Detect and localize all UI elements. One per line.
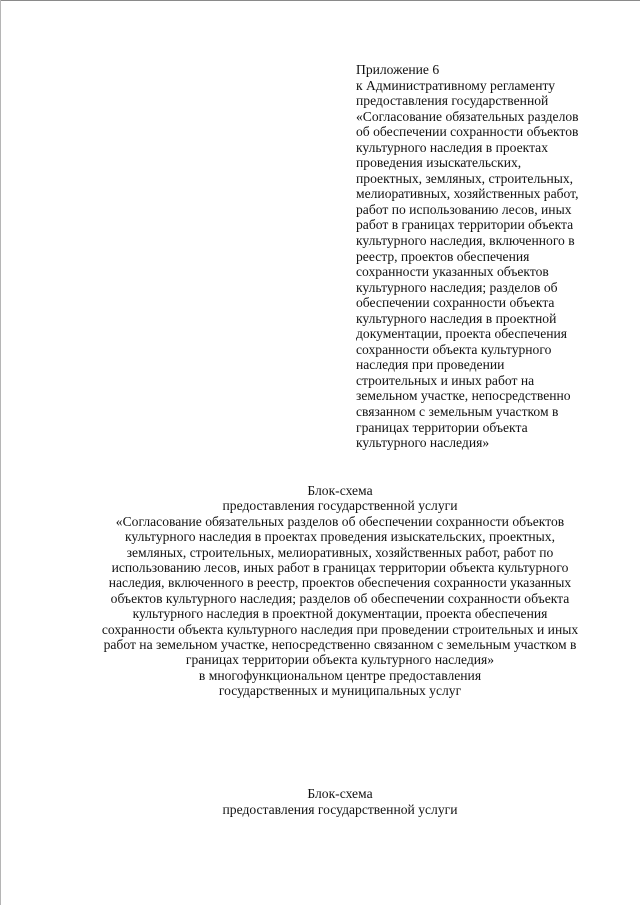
- appendix-header: [356, 62, 616, 451]
- appendix-line: об обеспечении сохранности объектов: [356, 124, 579, 140]
- flowchart-service-name-line: использованию лесов, иных работ в границах территории объекта культурного: [111, 560, 569, 576]
- flowchart-service-name-line: культурного наследия в проектах проведения изыскательских, проектных,: [124, 529, 555, 545]
- appendix-line: сохранности объекта культурного: [356, 341, 552, 357]
- flowchart-service-name-line: границах территории объекта культурного наследия»: [185, 652, 495, 668]
- flowchart-service-name-line: культурного наследия в проектной документации, проекта обеспечения: [132, 606, 548, 622]
- appendix-line: проведения изыскательских,: [356, 155, 522, 171]
- flowchart-title-block-2: [20, 786, 640, 818]
- appendix-line: границах территории объекта: [356, 419, 528, 435]
- appendix-line: связанном с земельным участком в: [356, 404, 559, 420]
- appendix-line: предоставления государственной: [356, 93, 549, 109]
- flowchart-subheading: предоставления государственной услуги: [222, 498, 458, 514]
- scan-edge-left: [0, 0, 1, 905]
- appendix-line: документации, проекта обеспечения: [356, 326, 568, 342]
- appendix-line: обеспечении сохранности объекта: [356, 295, 555, 311]
- flowchart-service-name-line: сохранности объекта культурного наследия при проведении строительных и иных: [101, 621, 579, 637]
- appendix-line: земельном участке, непосредственно: [356, 388, 571, 404]
- flowchart-title-block: [40, 483, 640, 699]
- appendix-line: строительных и иных работ на: [356, 372, 535, 388]
- flowchart-heading: Блок-схема: [307, 483, 373, 498]
- appendix-line: культурного наследия в проектной: [356, 310, 557, 326]
- appendix-line: «Согласование обязательных разделов: [356, 108, 579, 124]
- flowchart-service-name-line: «Согласование обязательных разделов об обеспечении сохранности объектов: [115, 513, 565, 529]
- flowchart-service-name-line: земляных, строительных, мелиоративных, хозяйственных работ, работ по: [126, 544, 554, 560]
- appendix-line: мелиоративных, хозяйственных работ,: [356, 186, 579, 202]
- appendix-line: наследия при проведении: [356, 357, 505, 373]
- flowchart-service-name-line: работ на земельном участке, непосредственно связанном с земельным участком в: [103, 637, 577, 653]
- appendix-line: проектных, земляных, строительных,: [356, 170, 574, 186]
- appendix-line: культурного наследия в проектах: [356, 139, 549, 155]
- flowchart-service-name-line: наследия, включенного в реестр, проектов обеспечения сохранности указанных: [108, 575, 572, 591]
- appendix-line: к Административному регламенту: [356, 77, 556, 93]
- appendix-line: работ по использованию лесов, иных: [356, 201, 572, 217]
- appendix-line: работ в границах территории объекта: [356, 217, 574, 233]
- flowchart-location-line: в многофункциональном центре предоставления: [198, 667, 482, 683]
- appendix-title: Приложение 6: [356, 62, 440, 77]
- appendix-line: культурного наследия; разделов об: [356, 279, 558, 295]
- flowchart-heading-2: Блок-схема: [307, 786, 373, 801]
- flowchart-subheading-2: предоставления государственной услуги: [222, 801, 458, 817]
- appendix-line: реестр, проектов обеспечения: [356, 248, 530, 264]
- scan-edge-top: [0, 0, 640, 1]
- appendix-line: культурного наследия»: [356, 435, 490, 451]
- flowchart-location-line: государственных и муниципальных услуг: [218, 683, 462, 699]
- appendix-line: сохранности указанных объектов: [356, 264, 549, 280]
- flowchart-service-name-line: объектов культурного наследия; разделов об обеспечении сохранности объекта: [110, 590, 570, 606]
- appendix-line: культурного наследия, включенного в: [356, 233, 575, 249]
